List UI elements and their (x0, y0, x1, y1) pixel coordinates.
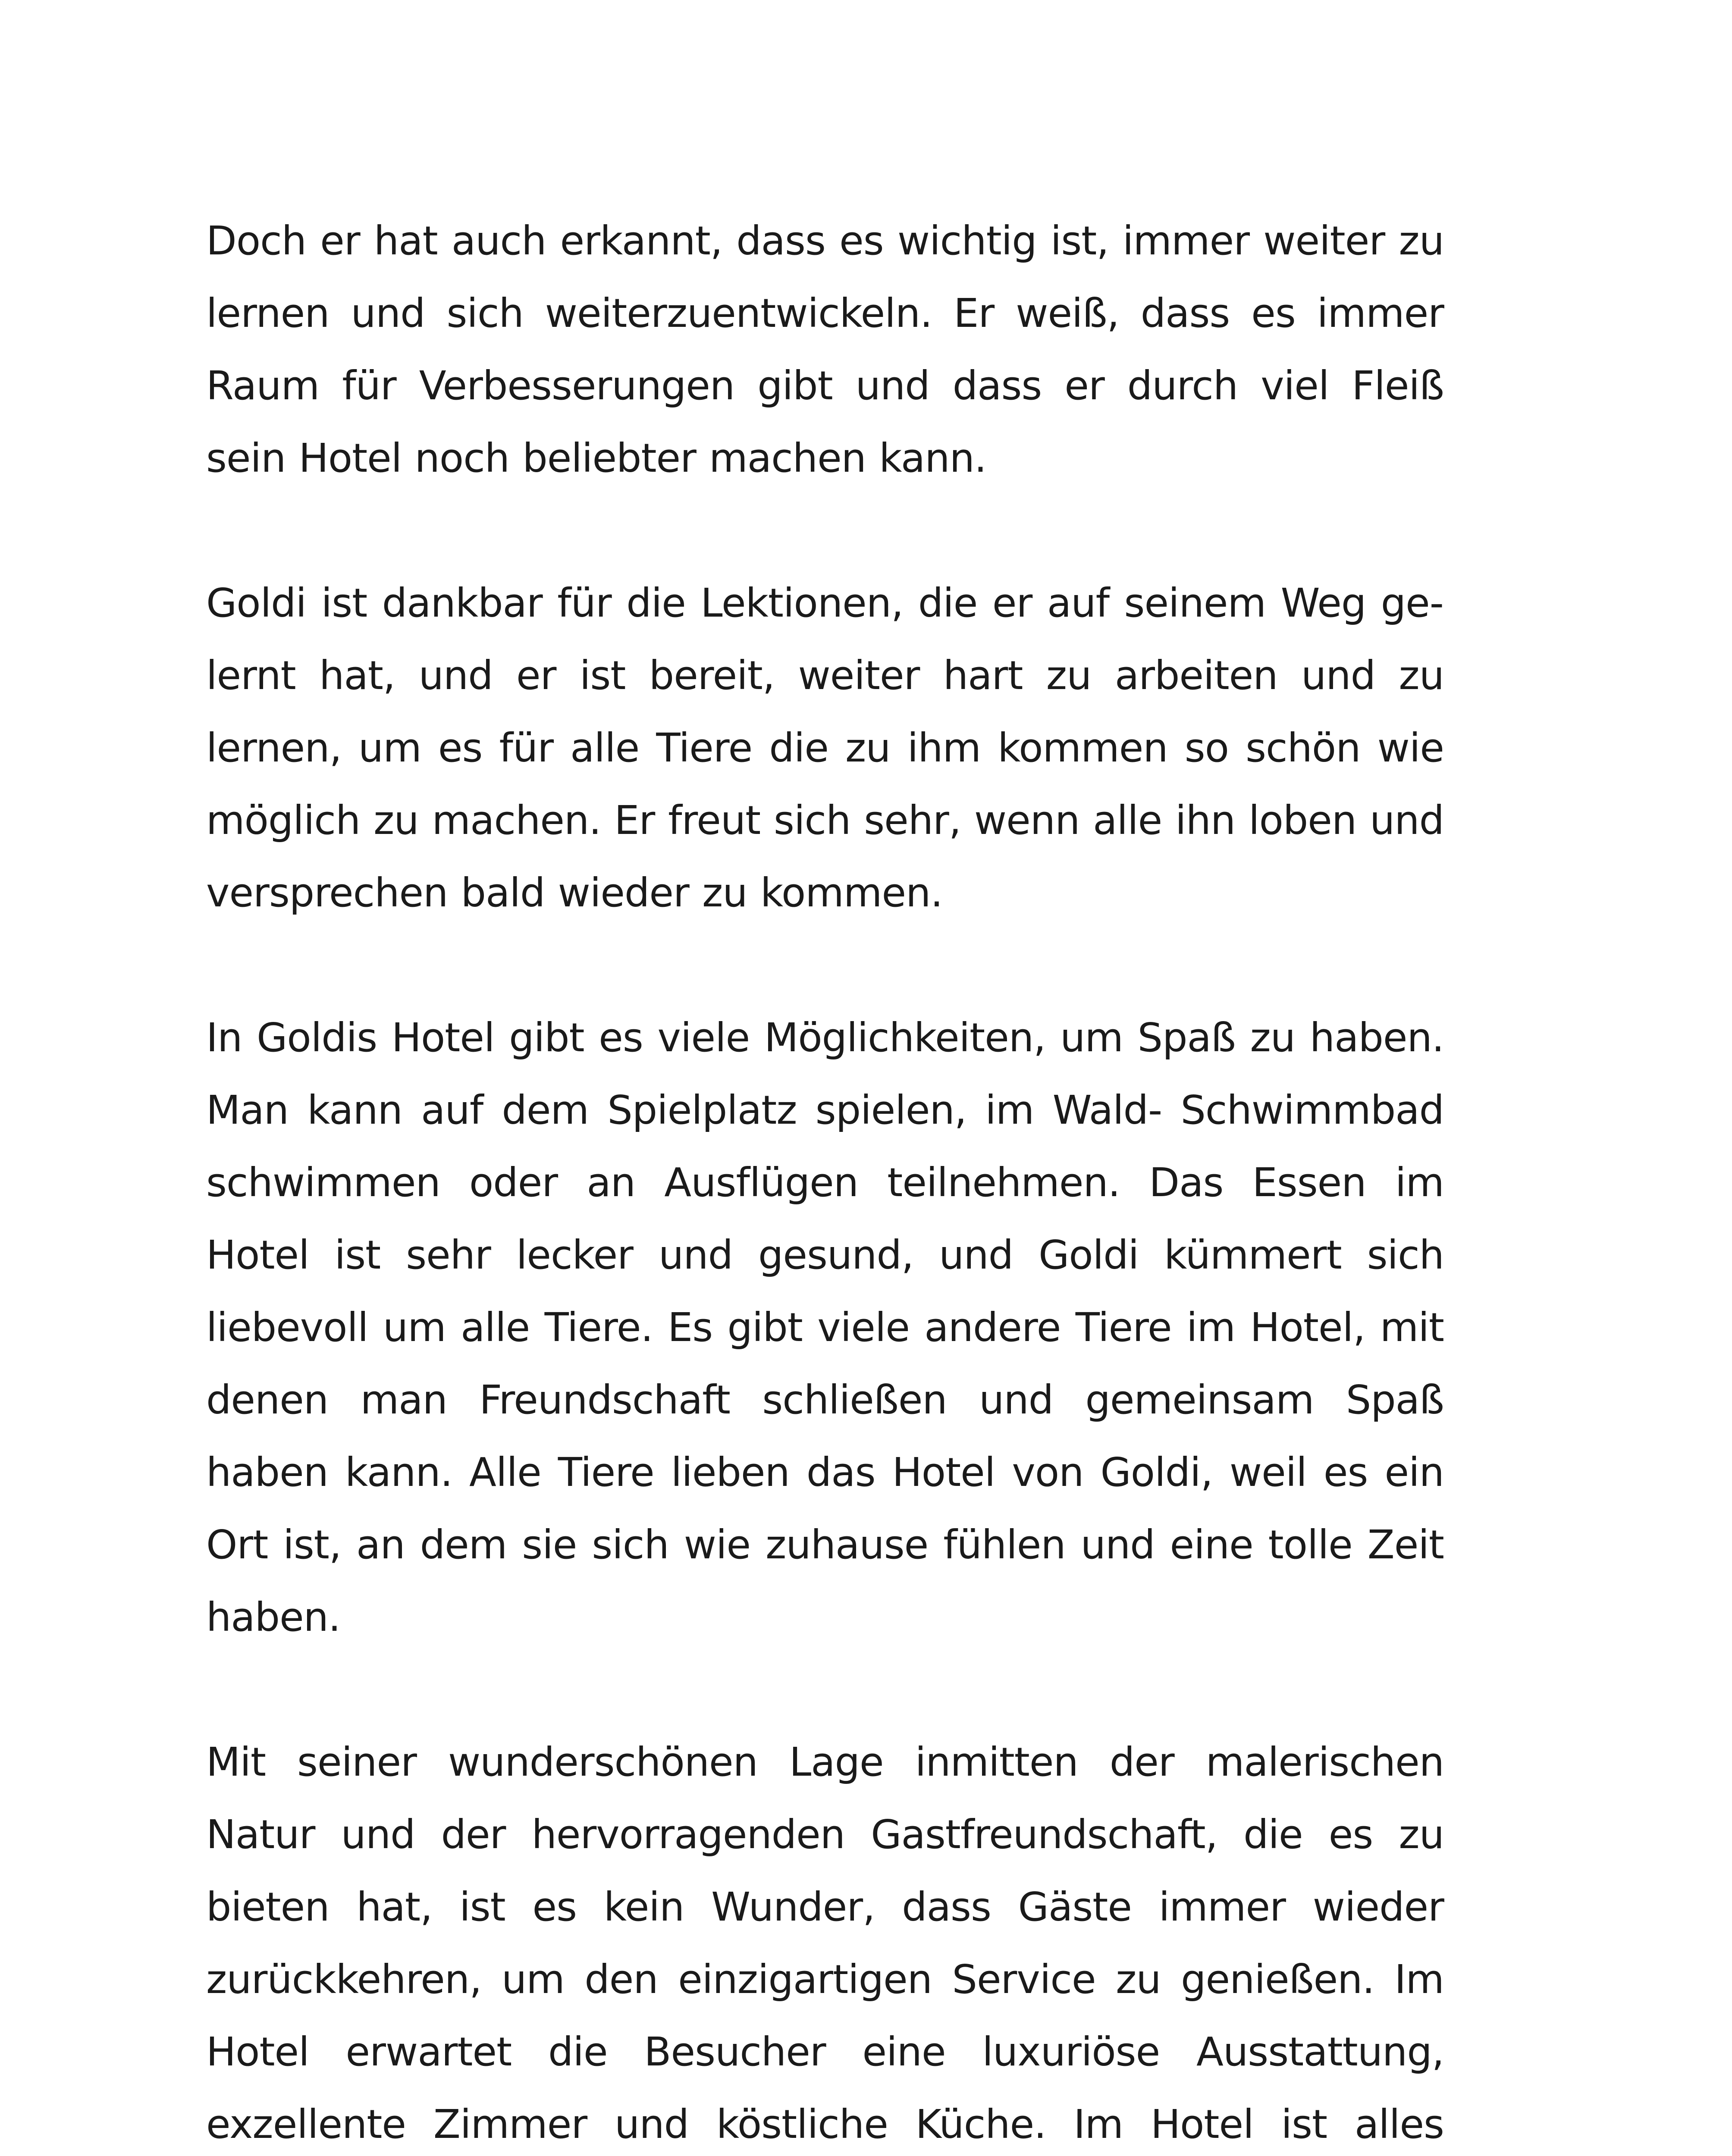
paragraph-4: Mit seiner wunderschönen Lage inmitten der malerischen Natur und der hervorragenden Gastfreundschaft, die es zu bieten hat, ist es kein Wunder, dass Gäste immer wieder zurückkehren, um den einzigartigen Service zu genießen. Im Hotel erwartet die Besucher eine luxuriöse Ausstattung, exzellente Zimmer und köstliche Küche. Im Hotel ist alles (206, 1739, 1444, 2147)
body-text (206, 205, 1444, 2156)
paragraph-1: Doch er hat auch erkannt, dass es wichtig ist, immer weiter zu lernen und sich weiterzuentwickeln. Er weiß, dass es immer Raum für Verbesserungen gibt und dass er durch viel Fleiß sein Hotel noch beliebter machen kann. (206, 218, 1444, 481)
paragraph-3: In Goldis Hotel gibt es viele Möglichkeiten, um Spaß zu haben. Man kann auf dem Spielplatz spielen, im Wald- Schwimmbad schwimmen oder an Ausflügen teilnehmen. Das Essen im Hotel ist sehr lecker und gesund, und Goldi kümmert sich liebevoll um alle Tiere. Es gibt viele andere Tiere im Hotel, mit denen man Freundschaft schließen und gemeinsam Spaß haben kann. Alle Tiere lieben das Hotel von Goldi, weil es ein Ort ist, an dem sie sich wie zuhause fühlen und eine tolle Zeit haben. (206, 1015, 1444, 1640)
paragraph-2: Goldi ist dankbar für die Lektionen, die er auf seinem Weg gelernt hat, und er ist bereit, weiter hart zu arbeiten und zu lernen, um es für alle Tiere die zu ihm kommen so schön wie möglich zu machen. Er freut sich sehr, wenn alle ihn loben und versprechen bald wieder zu kommen. (206, 580, 1444, 916)
